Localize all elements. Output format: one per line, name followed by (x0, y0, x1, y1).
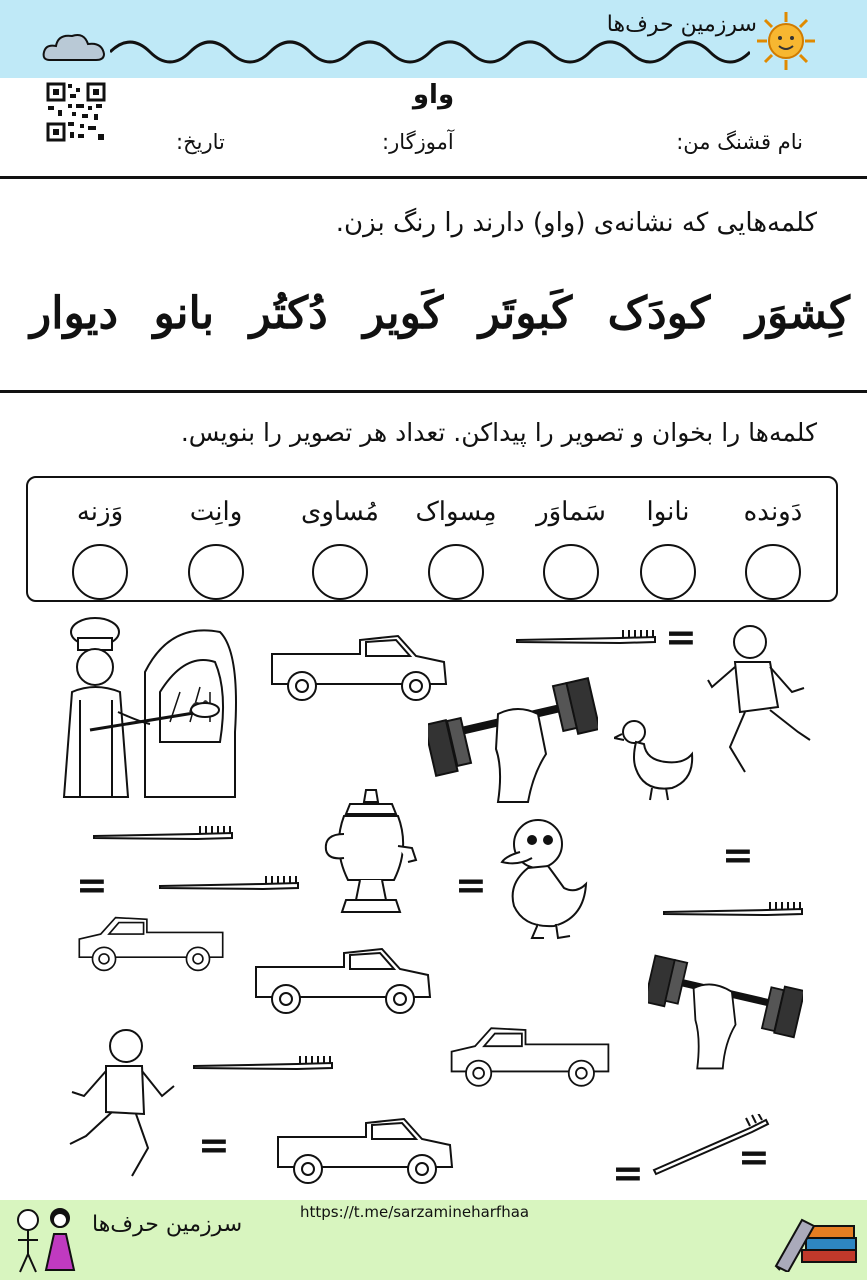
answer-circle[interactable] (72, 544, 128, 600)
divider (0, 176, 867, 179)
truck-icon (274, 1114, 456, 1188)
runner-icon (62, 1026, 182, 1182)
toothbrush-icon (662, 900, 804, 920)
date-label: تاریخ: (176, 130, 225, 154)
equals-icon: = (665, 615, 697, 659)
count-item (290, 492, 390, 600)
truck-icon (76, 908, 226, 980)
truck-icon (268, 632, 450, 704)
name-label: نام قشنگ من: (676, 130, 803, 154)
count-word: مُساوی (301, 497, 379, 527)
toothbrush-icon (515, 628, 657, 648)
word-item[interactable]: کَویر (363, 287, 444, 339)
dumbbell-icon (648, 934, 803, 1088)
answer-circle[interactable] (543, 544, 599, 600)
count-word: دَونده (743, 497, 803, 527)
count-item (166, 492, 266, 600)
footer-brand: سرزمین حرف‌ها (92, 1212, 243, 1237)
truck-icon (448, 1020, 612, 1094)
equals-icon: = (76, 863, 108, 907)
top-banner (0, 0, 867, 78)
count-word: نانوا (646, 497, 690, 527)
toothbrush-icon (158, 874, 300, 894)
count-item (723, 492, 823, 600)
kids-icon (10, 1206, 82, 1276)
word-item[interactable]: کِشوَر (745, 287, 850, 339)
count-box (26, 476, 838, 602)
count-item (521, 492, 621, 600)
toothbrush-icon (192, 1054, 334, 1074)
baker-icon (50, 612, 245, 802)
page-title: واو (412, 80, 455, 110)
word-item[interactable]: کودَک (607, 287, 711, 339)
equals-icon: = (738, 1135, 770, 1179)
instruction-color-words: کلمه‌هایی که نشانه‌ی (واو) دارند را رنگ بزن. (335, 208, 817, 238)
toothbrush-icon (92, 824, 234, 844)
wave-decoration (110, 32, 750, 72)
duck-icon (498, 814, 590, 940)
word-item[interactable]: کَبوتَر (478, 287, 573, 339)
count-word: وانِت (189, 497, 243, 527)
count-word: مِسواک (415, 497, 497, 527)
books-pencil-icon (772, 1206, 858, 1272)
teacher-label: آموزگار: (382, 130, 454, 154)
equals-icon: = (198, 1123, 230, 1167)
sun-icon (755, 10, 817, 72)
equals-icon: = (455, 863, 487, 907)
runner-icon (700, 622, 820, 778)
brand-title: سرزمین حرف‌ها (606, 12, 757, 37)
word-item[interactable]: دُکتُر (249, 287, 328, 339)
word-item[interactable]: دیوار (30, 287, 119, 339)
truck-icon (252, 944, 434, 1018)
answer-circle[interactable] (188, 544, 244, 600)
cloud-icon (42, 30, 106, 64)
color-words-row (30, 268, 850, 358)
answer-circle[interactable] (640, 544, 696, 600)
count-word: وَزنه (76, 497, 124, 527)
equals-icon: = (612, 1151, 644, 1195)
count-item (406, 492, 506, 600)
count-word: سَماوَر (536, 497, 606, 527)
answer-circle[interactable] (312, 544, 368, 600)
equals-icon: = (722, 833, 754, 877)
footer-link[interactable]: https://t.me/sarzamineharfhaa (300, 1203, 530, 1221)
dumbbell-icon (428, 674, 598, 804)
answer-circle[interactable] (428, 544, 484, 600)
instruction-count-pictures: کلمه‌ها را بخوان و تصویر را پیداکن. تعداد هر تصویر را بنویس. (180, 418, 817, 447)
word-item[interactable]: بانو (153, 287, 215, 339)
count-item (618, 492, 718, 600)
count-item (50, 492, 150, 600)
duck-icon (614, 714, 696, 802)
samovar-icon (320, 788, 422, 916)
divider (0, 390, 867, 393)
answer-circle[interactable] (745, 544, 801, 600)
